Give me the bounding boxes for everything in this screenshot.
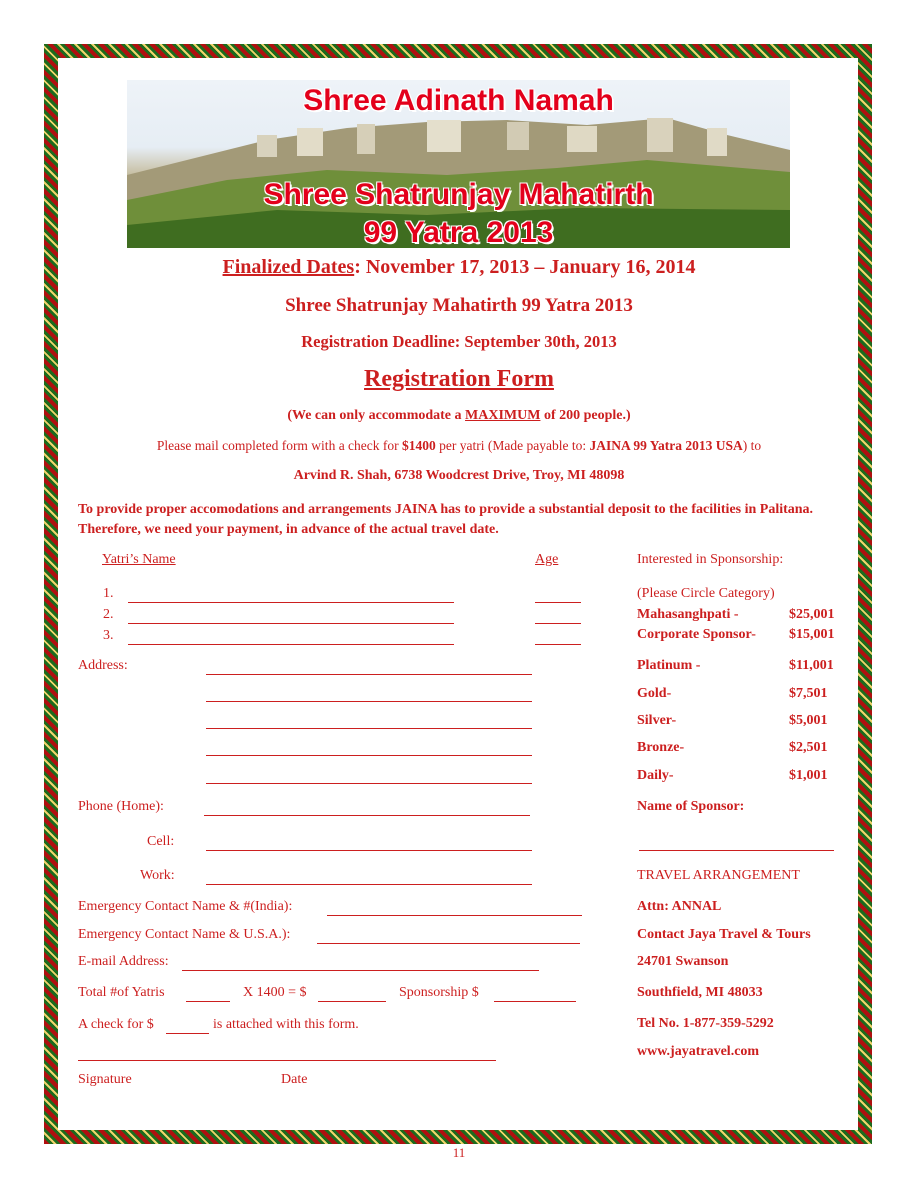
phone-home-label: Phone (Home): xyxy=(78,799,164,814)
total-amount-field[interactable] xyxy=(318,1001,386,1002)
travel-attn: Attn: ANNAL xyxy=(637,899,722,914)
tier-name[interactable]: Gold- xyxy=(637,686,672,701)
total-multiplier: X 1400 = $ xyxy=(243,985,307,1000)
address-field[interactable] xyxy=(206,755,532,756)
banner-title: Shree Adinath Namah xyxy=(303,84,614,117)
check-amount-field[interactable] xyxy=(166,1033,209,1034)
total-yatris-field[interactable] xyxy=(186,1001,230,1002)
mail-amount: $1400 xyxy=(402,438,436,453)
tier-amount: $1,001 xyxy=(789,768,828,783)
emergency-usa-label: Emergency Contact Name & U.S.A.): xyxy=(78,927,291,942)
finalized-dates xyxy=(78,256,840,279)
row-number: 1. xyxy=(103,586,114,601)
yatri-name-field[interactable] xyxy=(128,623,454,624)
emergency-usa-field[interactable] xyxy=(317,943,580,944)
age-header: Age xyxy=(535,552,559,567)
cell-field[interactable] xyxy=(206,850,532,851)
mail-instructions xyxy=(78,438,840,454)
tier-amount: $11,001 xyxy=(789,658,834,673)
capacity-max: MAXIMUM xyxy=(465,408,541,423)
address-field[interactable] xyxy=(206,701,532,702)
check-label: A check for $ xyxy=(78,1017,154,1032)
tier-amount: $5,001 xyxy=(789,713,828,728)
mail-mid: per yatri (Made payable to: xyxy=(435,438,590,453)
sponsorship-header: Interested in Sponsorship: xyxy=(637,552,784,567)
total-yatris-label: Total #of Yatris xyxy=(78,985,165,1000)
emergency-india-label: Emergency Contact Name & #(India): xyxy=(78,899,293,914)
travel-header: TRAVEL ARRANGEMENT xyxy=(637,868,800,883)
row-number: 3. xyxy=(103,628,114,643)
banner-year: 99 Yatra 2013 xyxy=(363,216,554,248)
sponsor-name-field[interactable] xyxy=(639,850,834,851)
mail-address: Arvind R. Shah, 6738 Woodcrest Drive, Troy, MI 48098 xyxy=(293,468,625,483)
work-label: Work: xyxy=(140,868,175,883)
tier-name[interactable]: Daily- xyxy=(637,768,674,783)
address-field[interactable] xyxy=(206,783,532,784)
travel-web[interactable]: www.jayatravel.com xyxy=(637,1044,760,1059)
tier-amount: $25,001 xyxy=(789,607,835,622)
travel-tel: Tel No. 1-877-359-5292 xyxy=(637,1016,774,1031)
date-label: Date xyxy=(281,1072,308,1087)
tier-name[interactable]: Mahasanghpati - xyxy=(637,607,739,622)
signature-label: Signature xyxy=(78,1072,132,1087)
yatri-age-field[interactable] xyxy=(535,602,581,603)
tier-amount: $7,501 xyxy=(789,686,828,701)
signature-field[interactable] xyxy=(78,1060,496,1061)
capacity-post: of 200 people.) xyxy=(540,408,631,423)
yatri-name-field[interactable] xyxy=(128,602,454,603)
finalized-dates-label: Finalized Dates xyxy=(222,256,355,278)
deposit-note: To provide proper accomodations and arrangements JAINA has to provide a substantial deposit to the facilities in Palitana. Therefore, we need your payment, in advance of the actual travel date. xyxy=(78,502,814,537)
travel-street: 24701 Swanson xyxy=(637,954,729,969)
sponsorship-amount-label: Sponsorship $ xyxy=(399,985,479,1000)
travel-city: Southfield, MI 48033 xyxy=(637,985,763,1000)
banner-subtitle: Shree Shatrunjay Mahatirth xyxy=(263,178,654,211)
capacity-note xyxy=(78,408,840,424)
registration-deadline: Registration Deadline: September 30th, 2013 xyxy=(301,332,617,351)
yatri-name-header: Yatri’s Name xyxy=(102,552,176,567)
email-field[interactable] xyxy=(182,970,539,971)
form-title: Registration Form xyxy=(364,366,554,392)
phone-home-field[interactable] xyxy=(204,815,530,816)
emergency-india-field[interactable] xyxy=(327,915,582,916)
sponsor-name-label: Name of Sponsor: xyxy=(637,799,745,814)
circle-category-note: (Please Circle Category) xyxy=(637,586,775,601)
cell-label: Cell: xyxy=(147,834,175,849)
travel-contact: Contact Jaya Travel & Tours xyxy=(637,927,811,942)
address-field[interactable] xyxy=(206,674,532,675)
capacity-pre: (We can only accommodate a xyxy=(287,408,466,423)
page-number: 11 xyxy=(452,1145,466,1160)
mail-payee: JAINA 99 Yatra 2013 USA xyxy=(589,438,743,453)
tier-name[interactable]: Corporate Sponsor- xyxy=(637,627,756,642)
yatri-age-field[interactable] xyxy=(535,623,581,624)
tier-amount: $15,001 xyxy=(789,627,835,642)
email-label: E-mail Address: xyxy=(78,954,169,969)
yatra-title: Shree Shatrunjay Mahatirth 99 Yatra 2013 xyxy=(285,295,633,316)
finalized-dates-value: : November 17, 2013 – January 16, 2014 xyxy=(354,256,696,278)
yatri-age-field[interactable] xyxy=(535,644,581,645)
tier-name[interactable]: Platinum - xyxy=(637,658,701,673)
check-suffix: is attached with this form. xyxy=(213,1017,359,1032)
sponsorship-amount-field[interactable] xyxy=(494,1001,576,1002)
row-number: 2. xyxy=(103,607,114,622)
mail-post: ) to xyxy=(742,438,762,453)
header-banner xyxy=(127,80,790,248)
tier-name[interactable]: Silver- xyxy=(637,713,677,728)
address-label: Address: xyxy=(78,658,128,673)
tier-name[interactable]: Bronze- xyxy=(637,740,685,755)
address-field[interactable] xyxy=(206,728,532,729)
mail-pre: Please mail completed form with a check for xyxy=(156,438,403,453)
yatri-name-field[interactable] xyxy=(128,644,454,645)
tier-amount: $2,501 xyxy=(789,740,828,755)
work-field[interactable] xyxy=(206,884,532,885)
